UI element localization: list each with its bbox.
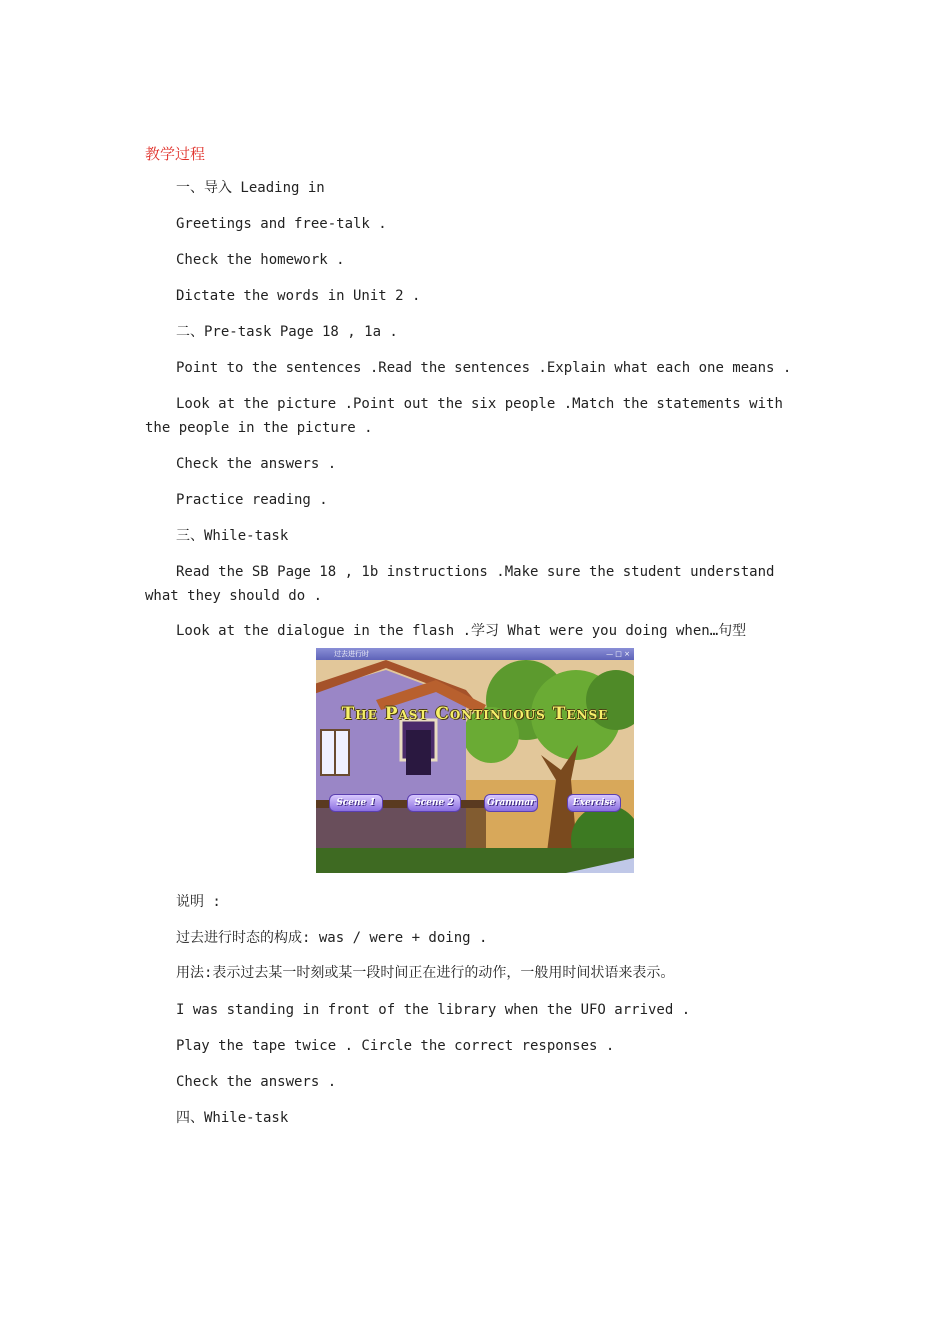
text-line: Check the homework .	[176, 252, 345, 268]
text-line: 三、While-task	[176, 528, 289, 544]
flash-title-bar	[316, 648, 634, 660]
text-line: 说明 :	[176, 894, 221, 910]
text-line: Dictate the words in Unit 2 .	[176, 288, 421, 304]
text-paragraph: Read the SB Page 18 , 1b instructions .Make sure the student understand what they should do .	[145, 564, 775, 604]
text-line: 过去进行时态的构成: was / were + doing .	[176, 930, 488, 946]
section-heading: 教学过程	[145, 145, 206, 163]
text-line: Practice reading .	[176, 492, 328, 508]
grammar-button[interactable]: Grammar	[484, 794, 538, 812]
text-line: Check the answers .	[176, 456, 337, 472]
text-line: 二、Pre-task Page 18 , 1a .	[176, 324, 398, 340]
text-line: 用法:表示过去某一时刻或某一段时间正在进行的动作，一般用时间状语来表示。	[176, 965, 675, 981]
flash-window-controls: — □ ×	[606, 650, 630, 658]
flash-screenshot	[316, 648, 634, 873]
text-paragraph: Look at the picture .Point out the six people .Match the statements with the people in the picture .	[145, 396, 783, 436]
flash-lesson-title: The Past Continuous Tense	[341, 704, 609, 724]
exercise-button[interactable]: Exercise	[567, 794, 621, 812]
text-line: Point to the sentences .Read the sentences .Explain what each one means .	[176, 360, 792, 376]
text-line: 四、While-task	[176, 1110, 289, 1126]
flash-window-title: 过去进行时	[334, 650, 369, 658]
text-line: I was standing in front of the library when the UFO arrived .	[176, 1002, 691, 1018]
scene-2-button[interactable]: Scene 2	[407, 794, 461, 812]
text-line: Look at the dialogue in the flash .学习 What were you doing when…句型	[176, 623, 747, 639]
flash-scene-illustration	[316, 660, 634, 873]
text-line: Play the tape twice . Circle the correct responses .	[176, 1038, 615, 1054]
scene-1-button[interactable]: Scene 1	[329, 794, 383, 812]
text-line: Check the answers .	[176, 1074, 337, 1090]
text-line: Greetings and free-talk .	[176, 216, 387, 232]
text-line: 一、导入 Leading in	[176, 180, 325, 196]
